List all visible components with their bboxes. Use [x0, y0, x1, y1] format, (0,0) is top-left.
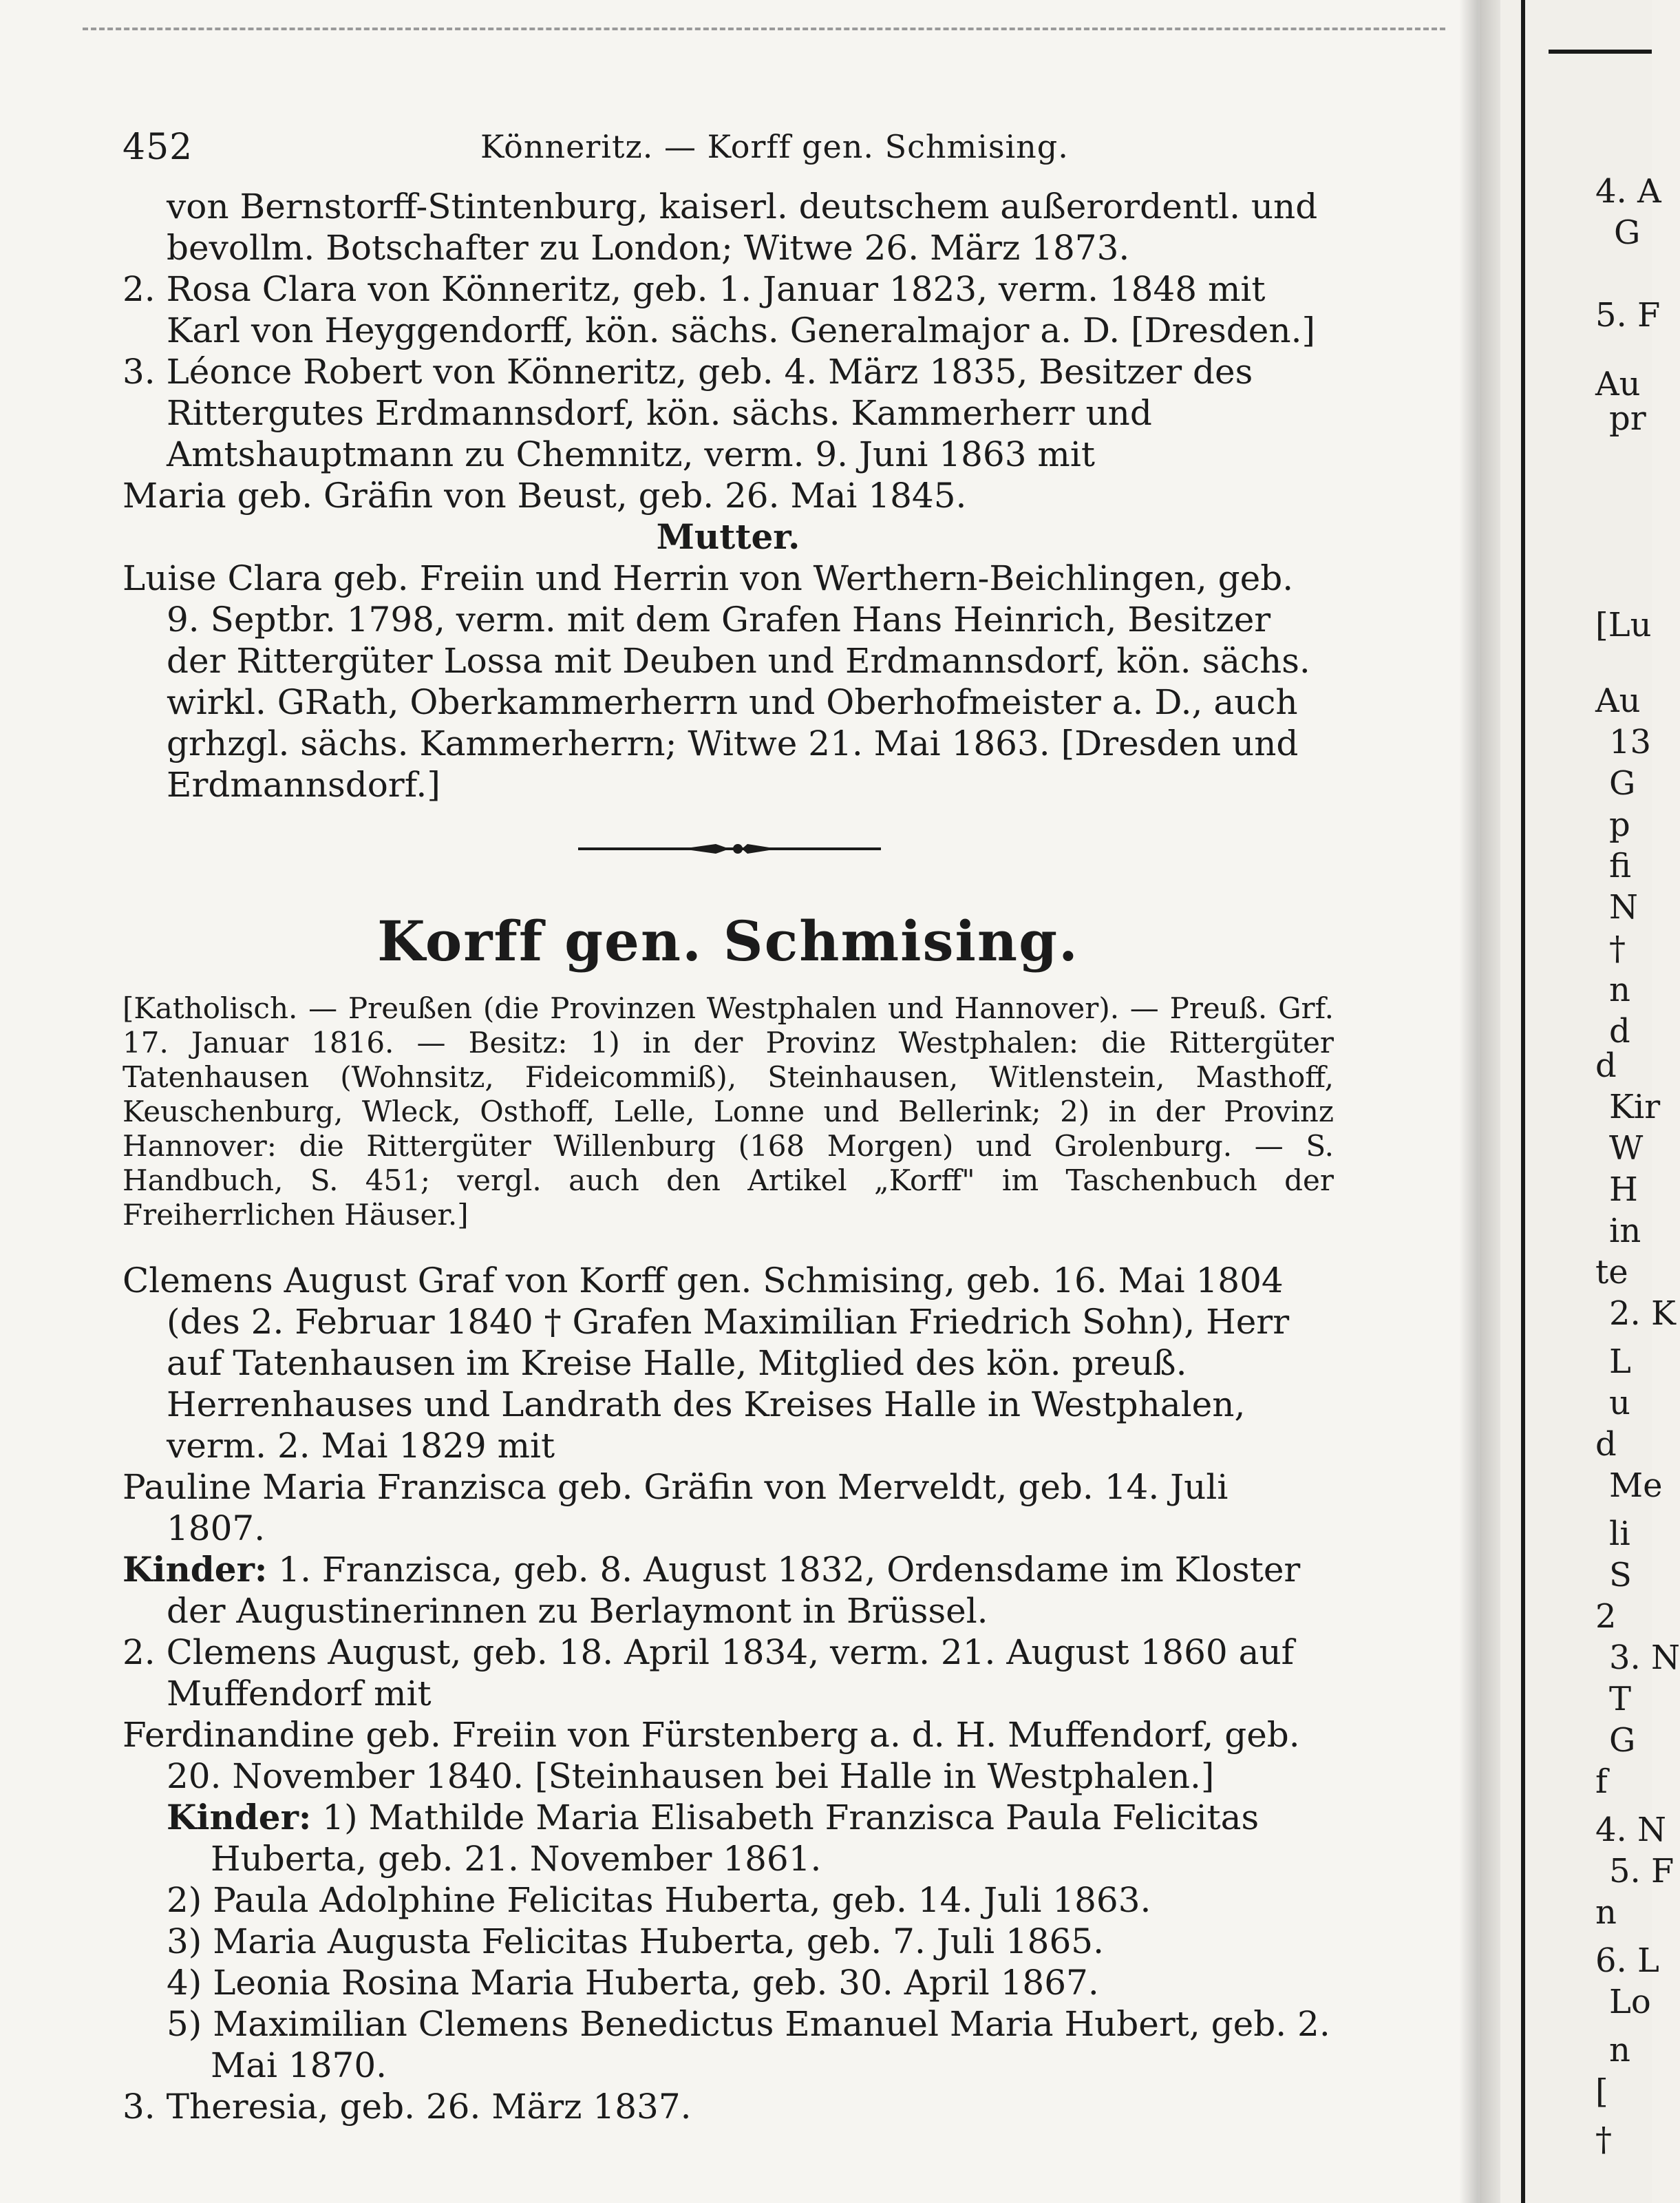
grandchildren-label: Kinder: — [167, 1797, 312, 1837]
child-2-wife: Ferdinandine geb. Freiin von Fürstenberg a. d. H. Muffendorf, geb. 20. November 1840. [Steinhausen bei Halle in Westphalen.] — [123, 1715, 1300, 1796]
right-page-fragment: G — [1609, 1721, 1636, 1760]
right-page-fragment: d — [1609, 1012, 1630, 1051]
children-label: Kinder: — [123, 1549, 268, 1590]
right-page-fragment: † — [1595, 2120, 1612, 2159]
previous-entry-child-3: 3. Léonce Robert von Könneritz, geb. 4. März 1835, Besitzer des Rittergutes Erdmannsdorf, kön. sächs. Kammerherr und Amtshauptmann zu Chemnitz, verm. 9. Juni 1863 mit — [123, 352, 1253, 474]
previous-entry-mother: Luise Clara geb. Freiin und Herrin von Werthern-Beichlingen, geb. 9. Septbr. 1798, verm. mit dem Grafen Hans Heinrich, Besitzer der Rittergüter Lossa mit Deuben und Erdmannsdorf, kön. sächs. wirkl. GRath, Oberkammerherrn und Oberhofmeister a. D., auch grhzgl. sächs. Kammerherrn; Witwe 21. Mai 1863. [Dresden und Erdmannsdorf.] — [123, 558, 1310, 805]
previous-entry-continuation: von Bernstorff-Stintenburg, kaiserl. deutschem außerordentl. und bevollm. Botschafter zu London; Witwe 26. März 1873. — [167, 187, 1318, 268]
right-page-fragment: n — [1595, 1893, 1617, 1932]
grandchild-3: 3) Maria Augusta Felicitas Huberta, geb. 7. Juli 1865. — [167, 1921, 1105, 1961]
right-page-fragment: in — [1609, 1212, 1641, 1250]
right-page-fragment: Au — [1595, 365, 1641, 403]
right-page-fragment: 2. K — [1609, 1294, 1676, 1333]
grandchild-5: 5) Maximilian Clemens Benedictus Emanuel Maria Hubert, geb. 2. Mai 1870. — [167, 2004, 1330, 2085]
right-page-fragment: S — [1609, 1556, 1632, 1594]
family-header-note: [Katholisch. — Preußen (die Provinzen Westphalen und Hannover). — Preuß. Grf. 17. Januar 1816. — Besitz: 1) in der Provinz Westphalen: die Rittergüter Tatenhausen (Wohnsitz, Fideicommiß), Steinhausen, Witlenstein, Masthoff, Keuschenburg, Wleck, Osthoff, Lelle, Lonne und Bellerink; 2) in der Provinz Hannover: die Rittergüter Willenburg (168 Morgen) und Grolenburg. — S. Handbuch, S. 451; vergl. auch den Artikel „Korff" im Taschenbuch der Freiherrlichen Häuser.] — [123, 991, 1334, 1232]
right-page-fragment: n — [1609, 2031, 1630, 2069]
child-1: 1. Franzisca, geb. 8. August 1832, Ordensdame im Kloster der Augustinerinnen zu Berlaymont in Brüssel. — [167, 1550, 1301, 1631]
right-page-fragment: 5. F — [1609, 1852, 1674, 1890]
right-page-fragment: [Lu — [1595, 606, 1652, 644]
right-page-fragment: Au — [1595, 682, 1641, 720]
right-page-fragment: G — [1614, 213, 1641, 252]
right-page-fragment: G — [1609, 764, 1636, 803]
family-wife: Pauline Maria Franzisca geb. Gräfin von Merveldt, geb. 14. Juli 1807. — [123, 1467, 1229, 1548]
previous-entry-child-2: 2. Rosa Clara von Könneritz, geb. 1. Januar 1823, verm. 1848 mit Karl von Heyggendorff, kön. sächs. Generalmajor a. D. [Dresden.] — [123, 269, 1315, 350]
right-page-fragment: H — [1609, 1170, 1638, 1209]
right-page-fragment: Kir — [1609, 1088, 1661, 1126]
right-page-fragment: 4. A — [1595, 172, 1661, 211]
right-page-fragment: te — [1595, 1253, 1628, 1292]
right-page-fragment: p — [1609, 805, 1630, 844]
right-page-fragment: 6. L — [1595, 1941, 1659, 1980]
section-divider-ornament — [578, 839, 881, 859]
running-head — [123, 127, 1334, 175]
right-page-fragment: 2 — [1595, 1597, 1617, 1636]
right-page-fragment: u — [1609, 1384, 1630, 1422]
right-page-fragment: † — [1609, 929, 1626, 968]
right-page-fragment: T — [1609, 1680, 1632, 1718]
right-page-fragment: n — [1609, 971, 1630, 1009]
page-edge-line — [1521, 0, 1525, 2203]
grandchild-1: 1) Mathilde Maria Elisabeth Franzisca Paula Felicitas Huberta, geb. 21. November 1861. — [211, 1798, 1259, 1879]
right-page-fragment: 5. F — [1595, 296, 1661, 335]
section-title: Korff gen. Schmising. — [377, 909, 1079, 973]
book-gutter — [1459, 0, 1500, 2203]
grandchildren-line-1 — [123, 1797, 1334, 1879]
right-page-fragment: 13 — [1609, 723, 1652, 761]
right-page-rule — [1549, 50, 1652, 54]
right-page-fragment: d — [1595, 1046, 1617, 1085]
children-line-1 — [123, 1549, 1334, 1632]
section-header-note — [123, 991, 1334, 1232]
family-entry — [123, 1260, 1334, 2127]
right-page-fragment: Lo — [1609, 1983, 1651, 2021]
running-title: Könneritz. — Korff gen. Schmising. — [480, 128, 1069, 165]
right-page-fragment: f — [1595, 1762, 1608, 1801]
right-page-fragment: Me — [1609, 1466, 1663, 1505]
right-page-fragment: fi — [1609, 847, 1632, 885]
family-head: Clemens August Graf von Korff gen. Schmising, geb. 16. Mai 1804 (des 2. Februar 1840 † Grafen Maximilian Friedrich Sohn), Herr auf Tatenhausen im Kreise Halle, Mitglied des kön. preuß. Herrenhauses und Landrath des Kreises Halle in Westphalen, verm. 2. Mai 1829 mit — [123, 1261, 1290, 1466]
right-page-fragment: d — [1595, 1425, 1617, 1464]
right-page-fragment: 4. N — [1595, 1811, 1667, 1849]
previous-entry — [123, 186, 1334, 805]
previous-entry-spouse: Maria geb. Gräfin von Beust, geb. 26. Mai 1845. — [123, 476, 967, 516]
right-page-fragment: W — [1609, 1129, 1644, 1168]
grandchild-2: 2) Paula Adolphine Felicitas Huberta, geb. 14. Juli 1863. — [167, 1880, 1151, 1920]
grandchild-4: 4) Leonia Rosina Maria Huberta, geb. 30. April 1867. — [167, 1963, 1099, 2003]
right-page-fragment: L — [1609, 1342, 1631, 1381]
right-page-fragment: [ — [1595, 2072, 1608, 2111]
page-number: 452 — [123, 127, 193, 168]
child-2: 2. Clemens August, geb. 18. April 1834, verm. 21. August 1860 auf Muffendorf mit — [123, 1632, 1295, 1714]
child-3: 3. Theresia, geb. 26. März 1837. — [123, 2087, 692, 2127]
right-page-fragment: 3. N — [1609, 1638, 1680, 1677]
right-page-fragment: li — [1609, 1515, 1630, 1553]
mother-heading: Mutter. — [656, 516, 800, 557]
right-page-fragment: pr — [1609, 399, 1646, 438]
top-dashed-edge — [83, 28, 1445, 30]
right-page-fragment: N — [1609, 888, 1638, 927]
